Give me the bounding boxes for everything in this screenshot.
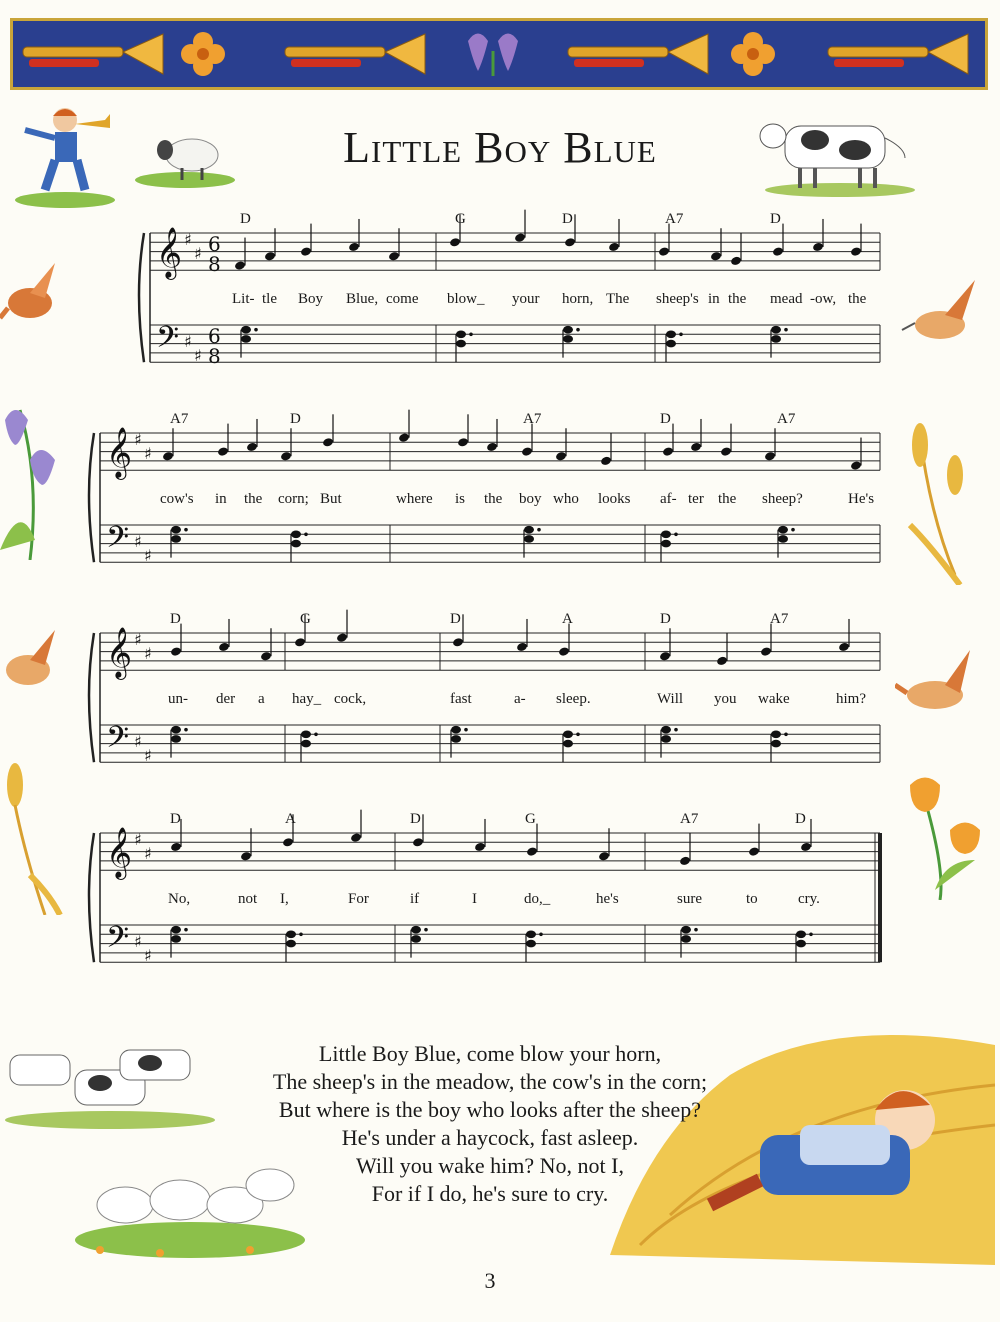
sharp-sign: ♯ bbox=[144, 746, 152, 765]
bass-clef: 𝄢 bbox=[156, 321, 180, 362]
lyric-syllable: Lit- bbox=[232, 291, 255, 307]
lyric-syllable: fast bbox=[450, 691, 472, 707]
note-head bbox=[240, 851, 252, 862]
chord-symbol: A bbox=[562, 611, 573, 627]
bass-note-head bbox=[451, 726, 461, 734]
verse-line: The sheep's in the meadow, the cow's in the corn; bbox=[272, 1069, 708, 1094]
treble-clef: 𝄞 bbox=[106, 827, 133, 878]
chord-symbol: D bbox=[770, 211, 781, 227]
note-head bbox=[555, 451, 567, 462]
verse-line: Little Boy Blue, come blow your horn, bbox=[318, 1041, 662, 1066]
chord-symbol: A bbox=[285, 811, 296, 827]
dot bbox=[469, 333, 473, 337]
bass-note-head bbox=[286, 931, 296, 939]
note-head bbox=[336, 632, 348, 643]
chord-symbol: D bbox=[410, 811, 421, 827]
note-head bbox=[246, 442, 258, 453]
lyric-syllable: -ow, bbox=[810, 291, 837, 307]
note-head bbox=[388, 251, 400, 262]
note-head bbox=[398, 432, 410, 443]
dot bbox=[254, 328, 258, 332]
bass-note-head bbox=[171, 735, 181, 743]
sharp-sign: ♯ bbox=[144, 946, 152, 965]
note-head bbox=[659, 651, 671, 662]
bass-note-head bbox=[411, 935, 421, 943]
note-head bbox=[170, 646, 182, 657]
bass-note-head bbox=[666, 331, 676, 339]
note-head bbox=[280, 451, 292, 462]
verse-line: Will you wake him? No, not I, bbox=[356, 1153, 624, 1178]
lyric-syllable: But bbox=[320, 491, 342, 507]
chord-symbol: D bbox=[170, 811, 181, 827]
chord-symbol: A7 bbox=[523, 411, 542, 427]
lyric-syllable: sleep. bbox=[556, 691, 591, 707]
bass-note-head bbox=[563, 326, 573, 334]
chord-symbol: D bbox=[660, 411, 671, 427]
bass-note-head bbox=[301, 740, 311, 748]
bass-note-head bbox=[563, 335, 573, 343]
lyric-syllable: af- bbox=[660, 491, 677, 507]
treble-clef: 𝄞 bbox=[106, 627, 133, 678]
dot bbox=[784, 328, 788, 332]
note-head bbox=[162, 451, 174, 462]
note-head bbox=[598, 851, 610, 862]
sharp-sign: ♯ bbox=[144, 644, 152, 663]
bass-note-head bbox=[796, 940, 806, 948]
lyric-syllable: cow's bbox=[160, 491, 194, 507]
note-head bbox=[730, 256, 742, 267]
lyric-syllable: come bbox=[386, 291, 419, 307]
note-head bbox=[608, 242, 620, 253]
chord-symbol: G bbox=[525, 811, 536, 827]
sharp-sign: ♯ bbox=[144, 844, 152, 863]
note-head bbox=[558, 646, 570, 657]
dot bbox=[694, 928, 698, 932]
chord-symbol: D bbox=[660, 611, 671, 627]
note-head bbox=[260, 651, 272, 662]
note-head bbox=[282, 837, 294, 848]
note-head bbox=[710, 251, 722, 262]
lyric-syllable: where bbox=[396, 491, 433, 507]
bass-note-head bbox=[526, 931, 536, 939]
chord-symbol: D bbox=[562, 211, 573, 227]
bass-note-head bbox=[171, 926, 181, 934]
note-head bbox=[322, 437, 334, 448]
lyric-syllable: boy bbox=[519, 491, 542, 507]
lyric-syllable: him? bbox=[836, 691, 866, 707]
bass-note-head bbox=[411, 926, 421, 934]
note-head bbox=[716, 656, 728, 667]
dot bbox=[679, 333, 683, 337]
verse-line: He's under a haycock, fast asleep. bbox=[341, 1125, 639, 1150]
lyric-syllable: blow_ bbox=[447, 291, 485, 307]
lyric-syllable: mead bbox=[770, 291, 803, 307]
dot bbox=[184, 528, 188, 532]
treble-clef: 𝄞 bbox=[156, 227, 183, 278]
dot bbox=[674, 728, 678, 732]
bass-note-head bbox=[171, 526, 181, 534]
sharp-sign: ♯ bbox=[194, 244, 202, 263]
chord-symbol: A7 bbox=[665, 211, 684, 227]
lyric-syllable: you bbox=[714, 691, 737, 707]
lyric-syllable: corn; bbox=[278, 491, 309, 507]
brace bbox=[89, 433, 94, 562]
dot bbox=[537, 528, 541, 532]
note-head bbox=[412, 837, 424, 848]
note-head bbox=[300, 246, 312, 257]
bass-note-head bbox=[771, 326, 781, 334]
bass-note-head bbox=[771, 740, 781, 748]
note-head bbox=[350, 832, 362, 843]
time-signature-top: 6 bbox=[208, 324, 221, 348]
dot bbox=[299, 933, 303, 937]
lyric-syllable: not bbox=[238, 891, 258, 907]
note-head bbox=[850, 246, 862, 257]
note-head bbox=[838, 642, 850, 653]
bass-note-head bbox=[796, 931, 806, 939]
note-head bbox=[521, 446, 533, 457]
sharp-sign: ♯ bbox=[134, 732, 142, 751]
lyric-syllable: cry. bbox=[798, 891, 820, 907]
note-head bbox=[486, 442, 498, 453]
bass-note-head bbox=[171, 535, 181, 543]
sharp-sign: ♯ bbox=[134, 630, 142, 649]
bass-note-head bbox=[778, 535, 788, 543]
bass-note-head bbox=[241, 335, 251, 343]
lyric-syllable: he's bbox=[596, 891, 619, 907]
note-head bbox=[170, 842, 182, 853]
sharp-sign: ♯ bbox=[134, 532, 142, 551]
sharp-sign: ♯ bbox=[134, 830, 142, 849]
note-head bbox=[760, 646, 772, 657]
bass-note-head bbox=[661, 540, 671, 548]
chord-symbol: G bbox=[455, 211, 466, 227]
note-head bbox=[514, 232, 526, 243]
lyric-syllable: the bbox=[848, 291, 867, 307]
bass-note-head bbox=[661, 531, 671, 539]
sharp-sign: ♯ bbox=[134, 430, 142, 449]
note-head bbox=[449, 237, 461, 248]
dot bbox=[464, 728, 468, 732]
lyric-syllable: looks bbox=[598, 491, 631, 507]
chord-symbol: A7 bbox=[777, 411, 796, 427]
note-head bbox=[662, 446, 674, 457]
lyric-syllable: sheep? bbox=[762, 491, 803, 507]
bass-note-head bbox=[563, 740, 573, 748]
lyric-syllable: No, bbox=[168, 891, 191, 907]
sharp-sign: ♯ bbox=[184, 230, 192, 249]
bass-note-head bbox=[778, 526, 788, 534]
note-head bbox=[516, 642, 528, 653]
lyric-syllable: who bbox=[553, 491, 579, 507]
lyric-syllable: the bbox=[484, 491, 503, 507]
note-head bbox=[294, 637, 306, 648]
note-head bbox=[474, 842, 486, 853]
note-head bbox=[457, 437, 469, 448]
bass-note-head bbox=[524, 535, 534, 543]
lyric-syllable: I bbox=[472, 891, 477, 907]
dot bbox=[576, 733, 580, 737]
lyric-syllable: He's bbox=[848, 491, 875, 507]
lyric-syllable: the bbox=[718, 491, 737, 507]
bass-clef: 𝄢 bbox=[106, 721, 130, 762]
lyric-syllable: in bbox=[215, 491, 227, 507]
chord-symbol: A7 bbox=[680, 811, 699, 827]
note-head bbox=[679, 856, 691, 867]
note-head bbox=[764, 451, 776, 462]
lyric-syllable: to bbox=[746, 891, 758, 907]
bass-clef: 𝄢 bbox=[106, 521, 130, 562]
lyric-syllable: your bbox=[512, 291, 540, 307]
lyric-syllable: ter bbox=[688, 491, 704, 507]
lyric-syllable: the bbox=[728, 291, 747, 307]
bass-note-head bbox=[456, 340, 466, 348]
lyric-syllable: sheep's bbox=[656, 291, 699, 307]
bass-note-head bbox=[291, 540, 301, 548]
bass-note-head bbox=[524, 526, 534, 534]
dot bbox=[304, 533, 308, 537]
lyric-syllable: For bbox=[348, 891, 369, 907]
lyric-syllable: wake bbox=[758, 691, 790, 707]
note-head bbox=[800, 842, 812, 853]
bass-note-head bbox=[661, 726, 671, 734]
note-head bbox=[348, 242, 360, 253]
dot bbox=[809, 933, 813, 937]
page-number: 3 bbox=[484, 1268, 496, 1293]
dot bbox=[184, 928, 188, 932]
lyric-syllable: Blue, bbox=[346, 291, 379, 307]
bass-note-head bbox=[681, 926, 691, 934]
note-head bbox=[658, 246, 670, 257]
dot bbox=[314, 733, 318, 737]
lyric-syllable: un- bbox=[168, 691, 188, 707]
bass-note-head bbox=[666, 340, 676, 348]
note-head bbox=[850, 460, 862, 471]
lyric-syllable: The bbox=[606, 291, 630, 307]
bass-note-head bbox=[771, 731, 781, 739]
treble-clef: 𝄞 bbox=[106, 427, 133, 478]
note-head bbox=[234, 260, 246, 271]
chord-symbol: A7 bbox=[770, 611, 789, 627]
bass-note-head bbox=[171, 935, 181, 943]
time-signature-top: 6 bbox=[208, 232, 221, 256]
bass-note-head bbox=[171, 726, 181, 734]
dot bbox=[184, 728, 188, 732]
brace bbox=[89, 633, 94, 762]
chord-symbol: D bbox=[240, 211, 251, 227]
note-head bbox=[218, 642, 230, 653]
lyric-syllable: horn, bbox=[562, 291, 594, 307]
bass-note-head bbox=[451, 735, 461, 743]
bass-note-head bbox=[301, 731, 311, 739]
final-bar-thick bbox=[878, 833, 882, 962]
bass-note-head bbox=[563, 731, 573, 739]
lyric-syllable: a bbox=[258, 691, 265, 707]
lyric-syllable: is bbox=[455, 491, 466, 507]
note-head bbox=[526, 846, 538, 857]
sharp-sign: ♯ bbox=[144, 444, 152, 463]
dot bbox=[791, 528, 795, 532]
lyric-syllable: cock, bbox=[334, 691, 367, 707]
sharp-sign: ♯ bbox=[194, 346, 202, 365]
lyric-syllable: I, bbox=[280, 891, 289, 907]
bass-note-head bbox=[456, 331, 466, 339]
chord-symbol: D bbox=[170, 611, 181, 627]
note-head bbox=[690, 442, 702, 453]
chord-symbol: D bbox=[450, 611, 461, 627]
lyric-syllable: Will bbox=[657, 691, 684, 707]
bass-clef: 𝄢 bbox=[106, 921, 130, 962]
dot bbox=[576, 328, 580, 332]
chord-symbol: A7 bbox=[170, 411, 189, 427]
bass-note-head bbox=[661, 735, 671, 743]
lyric-syllable: a- bbox=[514, 691, 526, 707]
bass-note-head bbox=[291, 531, 301, 539]
dot bbox=[674, 533, 678, 537]
note-head bbox=[452, 637, 464, 648]
note-head bbox=[772, 246, 784, 257]
sharp-sign: ♯ bbox=[144, 546, 152, 565]
bass-note-head bbox=[286, 940, 296, 948]
lyric-syllable: Boy bbox=[298, 291, 324, 307]
verse-line: But where is the boy who looks after the sheep? bbox=[278, 1097, 702, 1122]
note-head bbox=[264, 251, 276, 262]
chord-symbol: G bbox=[300, 611, 311, 627]
verse-line: For if I do, he's sure to cry. bbox=[371, 1181, 609, 1206]
bass-note-head bbox=[241, 326, 251, 334]
dot bbox=[784, 733, 788, 737]
dot bbox=[424, 928, 428, 932]
bass-note-head bbox=[526, 940, 536, 948]
brace bbox=[139, 233, 144, 362]
note-head bbox=[564, 237, 576, 248]
verse bbox=[230, 1040, 750, 1208]
note-head bbox=[217, 446, 229, 457]
lyric-syllable: tle bbox=[262, 291, 277, 307]
brace bbox=[89, 833, 94, 962]
note-head bbox=[812, 242, 824, 253]
chord-symbol: D bbox=[795, 811, 806, 827]
cow-herd bbox=[0, 1035, 215, 1130]
sharp-sign: ♯ bbox=[184, 332, 192, 351]
lyric-syllable: the bbox=[244, 491, 263, 507]
lyric-syllable: der bbox=[216, 691, 236, 707]
note-head bbox=[600, 456, 612, 467]
lyric-syllable: do,_ bbox=[524, 891, 551, 907]
time-signature-bottom: 8 bbox=[208, 344, 221, 368]
lyric-syllable: if bbox=[410, 891, 420, 907]
page-title: Little Boy Blue bbox=[343, 123, 657, 172]
bass-note-head bbox=[771, 335, 781, 343]
lyric-syllable: in bbox=[708, 291, 720, 307]
lyric-syllable: sure bbox=[677, 891, 702, 907]
note-head bbox=[720, 446, 732, 457]
lyric-syllable: hay_ bbox=[292, 691, 322, 707]
sharp-sign: ♯ bbox=[134, 932, 142, 951]
chord-symbol: D bbox=[290, 411, 301, 427]
dot bbox=[539, 933, 543, 937]
bass-note-head bbox=[681, 935, 691, 943]
time-signature-bottom: 8 bbox=[208, 252, 221, 276]
note-head bbox=[748, 846, 760, 857]
